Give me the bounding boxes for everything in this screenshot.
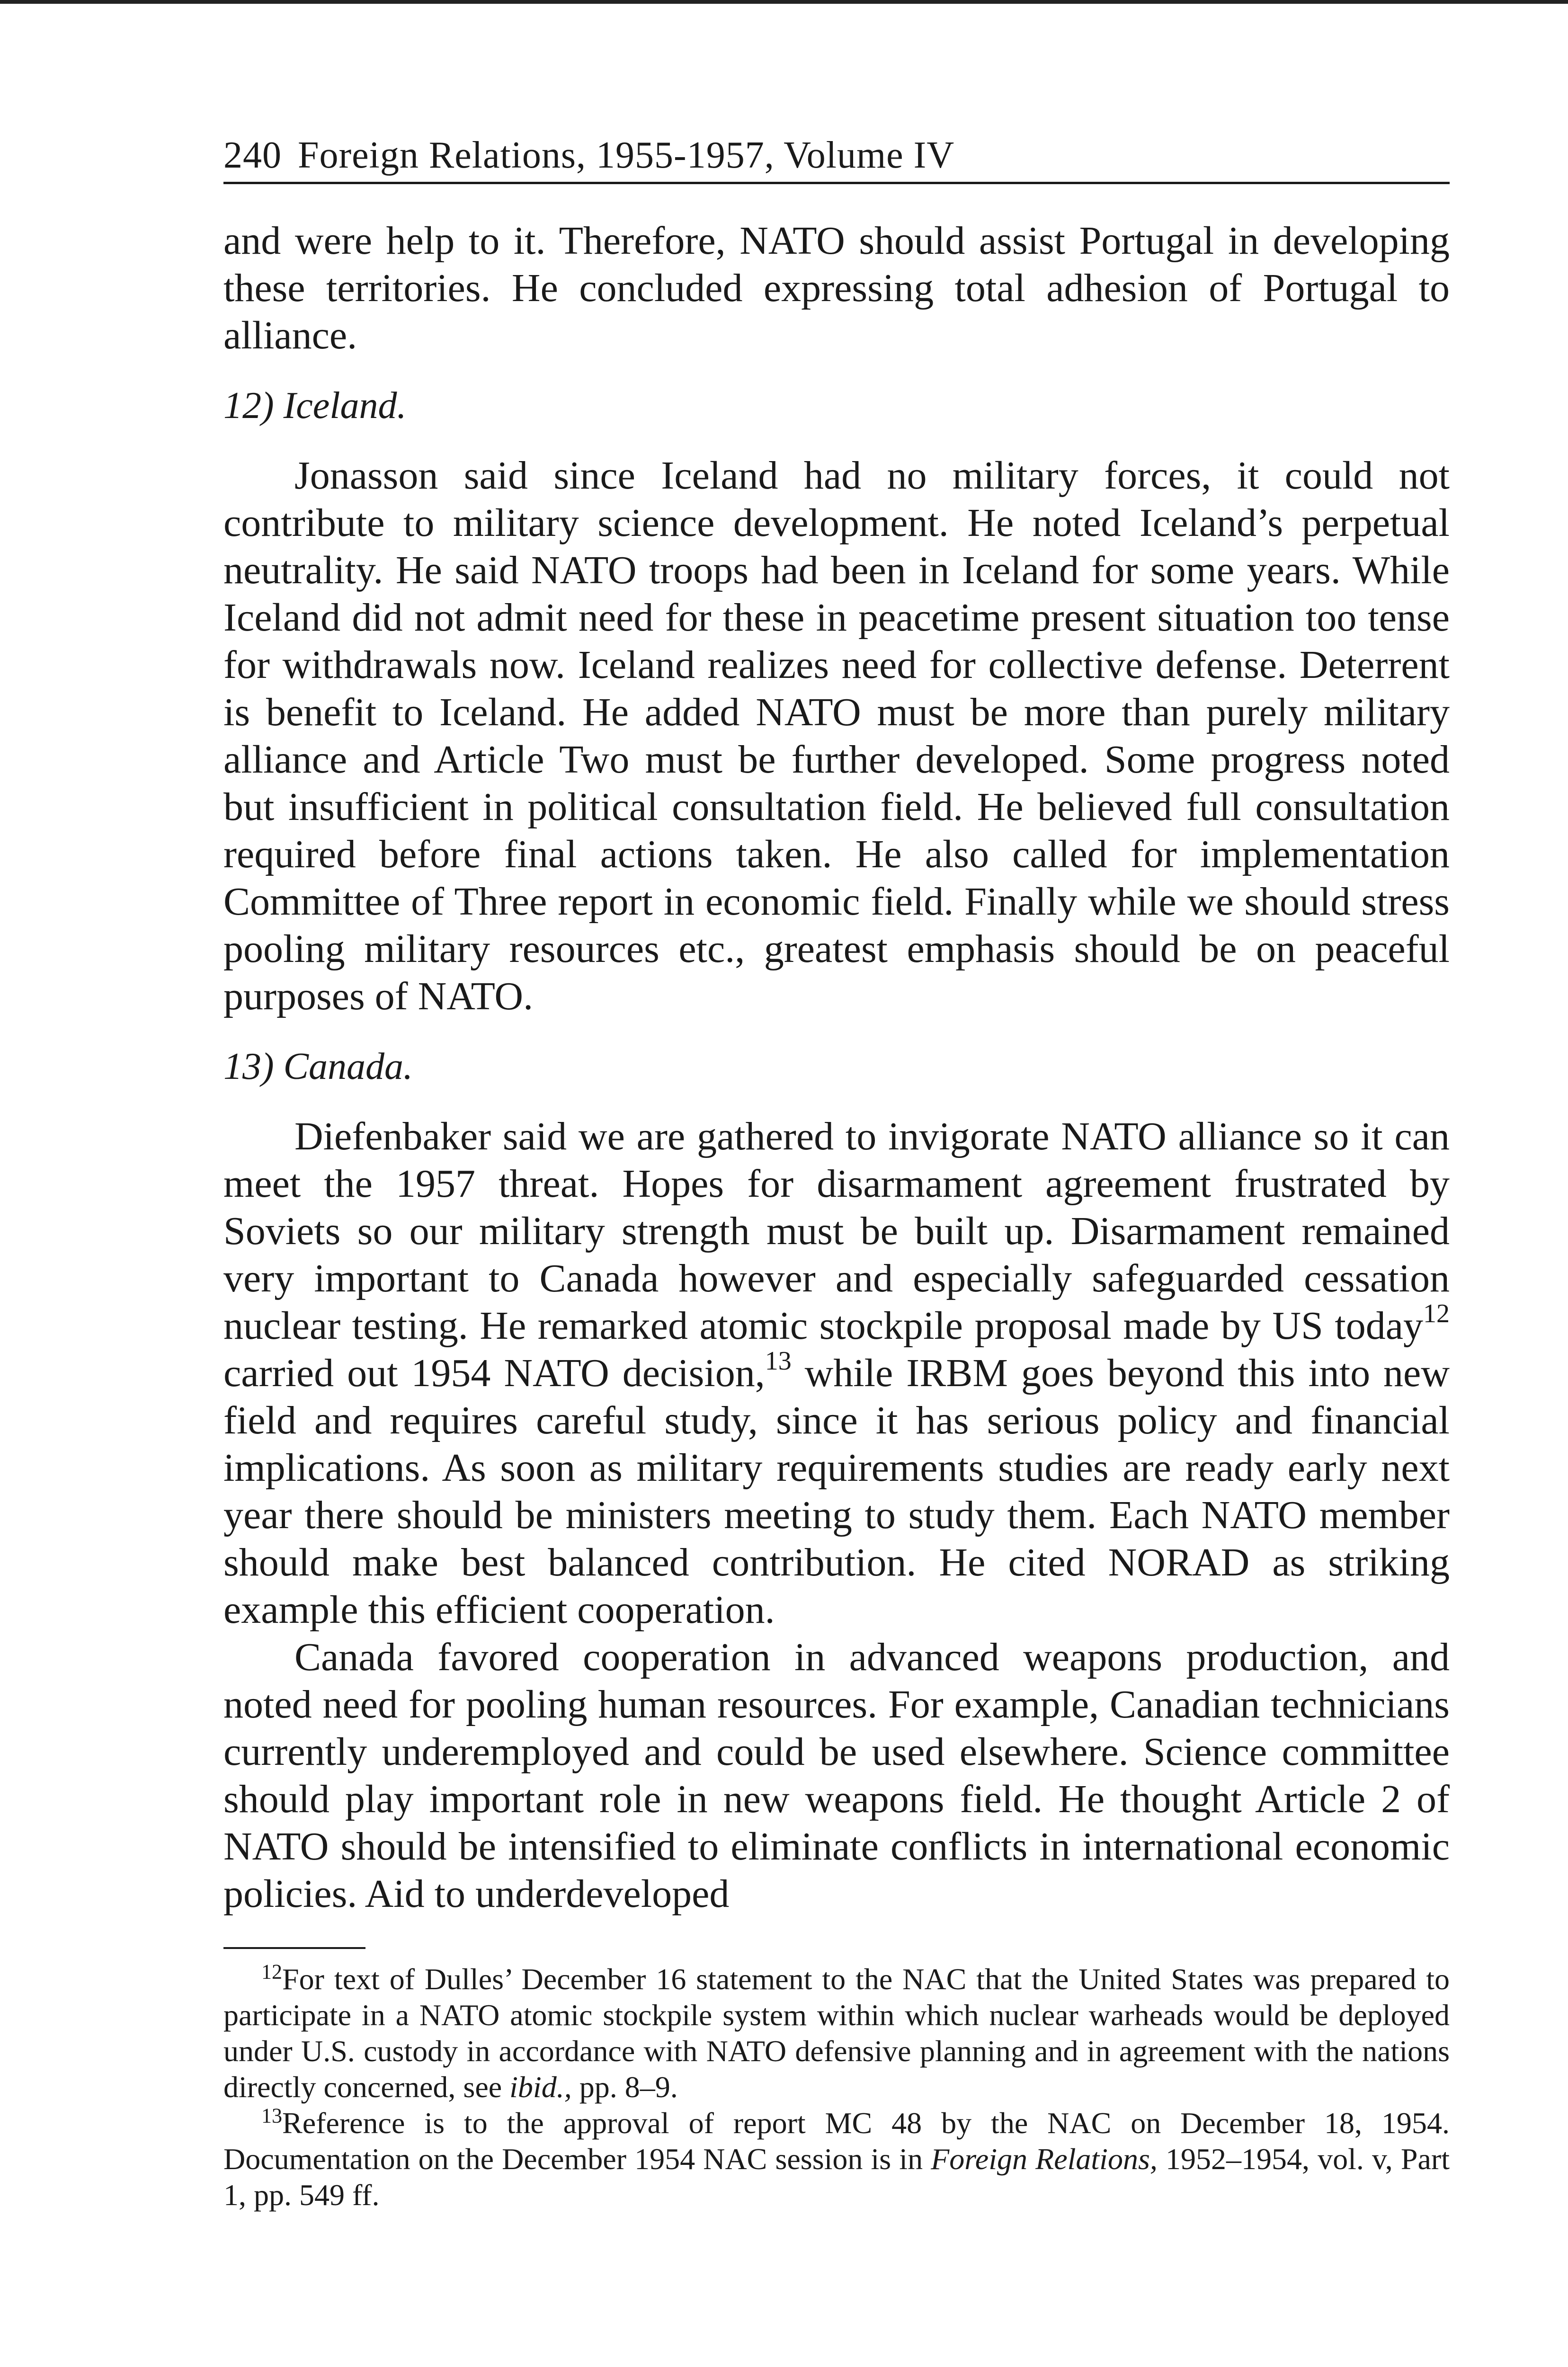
footnote-text: Reference is to the approval of report MC 48 by the NAC on December 18, 1954. Documentation on the December 1954 NAC session is in: [223, 2106, 1450, 2176]
footnote-marker-13: 13: [261, 2104, 282, 2127]
paragraph-text: while IRBM goes beyond this into new field and requires careful study, since it has serious policy and financial implications. As soon as military requirements studies are ready early next year there should be ministers meeting to study them. Each NATO member should make best balanced contribution. He cited NORAD as striking example this efficient cooperation.: [223, 1351, 1450, 1632]
body-text: [223, 217, 1450, 1918]
footnote-italic: Foreign Relations,: [931, 2142, 1158, 2176]
page-number: 240: [223, 134, 282, 176]
footnote-divider: [223, 1947, 365, 1949]
continued-paragraph: and were help to it. Therefore, NATO should assist Portugal in developing these territories. He concluded expressing total adhesion of Portugal to alliance.: [223, 219, 1450, 357]
paragraph-text: Diefenbaker said we are gathered to invigorate NATO alliance so it can meet the 1957 threat. Hopes for disarmament agreement frustrated by Soviets so our military strength must be built up. Disarmament remained very important to Canada however and especially safeguarded cessation nuclear testing. He remarked atomic stockpile proposal made by US today: [223, 1114, 1450, 1348]
paragraph-canada-2: Canada favored cooperation in advanced weapons production, and noted need for pooling human resources. For example, Canadian technicians currently underemployed and could be used elsewhere. Science committee should play important role in new weapons field. He thought Article 2 of NATO should be intensified to eliminate conflicts in international economic policies. Aid to underdeveloped: [223, 1635, 1450, 1916]
paragraph-canada-1: [223, 1113, 1450, 1634]
paragraph-text: carried out 1954 NATO decision,: [223, 1351, 765, 1395]
footnote-12: [223, 1961, 1450, 2105]
footnote-ref-13[interactable]: 13: [765, 1346, 792, 1376]
footnote-ref-12[interactable]: 12: [1423, 1299, 1450, 1328]
footnote-italic: ibid.,: [509, 2070, 572, 2104]
footnote-marker-12: 12: [261, 1960, 282, 1984]
volume-title: Foreign Relations, 1955-1957, Volume IV: [298, 134, 955, 176]
section-heading-iceland: 12) Iceland.: [223, 385, 407, 427]
scan-top-edge: [0, 0, 1568, 4]
document-page: [223, 133, 1450, 2213]
footnote-text: For text of Dulles’ December 16 statement to the NAC that the United States was prepared to participate in a NATO atomic stockpile system within which nuclear warheads would be deployed under U.S. custody in accordance with NATO defensive planning and in agreement with the nations directly concerned, see: [223, 1962, 1450, 2104]
footnotes: [223, 1961, 1450, 2213]
footnote-13: [223, 2105, 1450, 2213]
running-head: [223, 133, 1450, 184]
section-heading-canada: 13) Canada.: [223, 1046, 413, 1087]
footnote-text: pp. 8–9.: [571, 2070, 678, 2104]
footnote-text: 1952–1954, vol. v, Part 1, pp. 549 ff.: [223, 2142, 1450, 2212]
paragraph-iceland: Jonasson said since Iceland had no military forces, it could not contribute to military science development. He noted Iceland’s perpetual neutrality. He said NATO troops had been in Iceland for some years. While Iceland did not admit need for these in peacetime present situation too tense for withdrawals now. Iceland realizes need for collective defense. Deterrent is benefit to Iceland. He added NATO must be more than purely military alliance and Article Two must be further developed. Some progress noted but insufficient in political consultation field. He believed full consultation required before final actions taken. He also called for implementation Committee of Three report in economic field. Finally while we should stress pooling military resources etc., greatest emphasis should be on peaceful purposes of NATO.: [223, 454, 1450, 1018]
